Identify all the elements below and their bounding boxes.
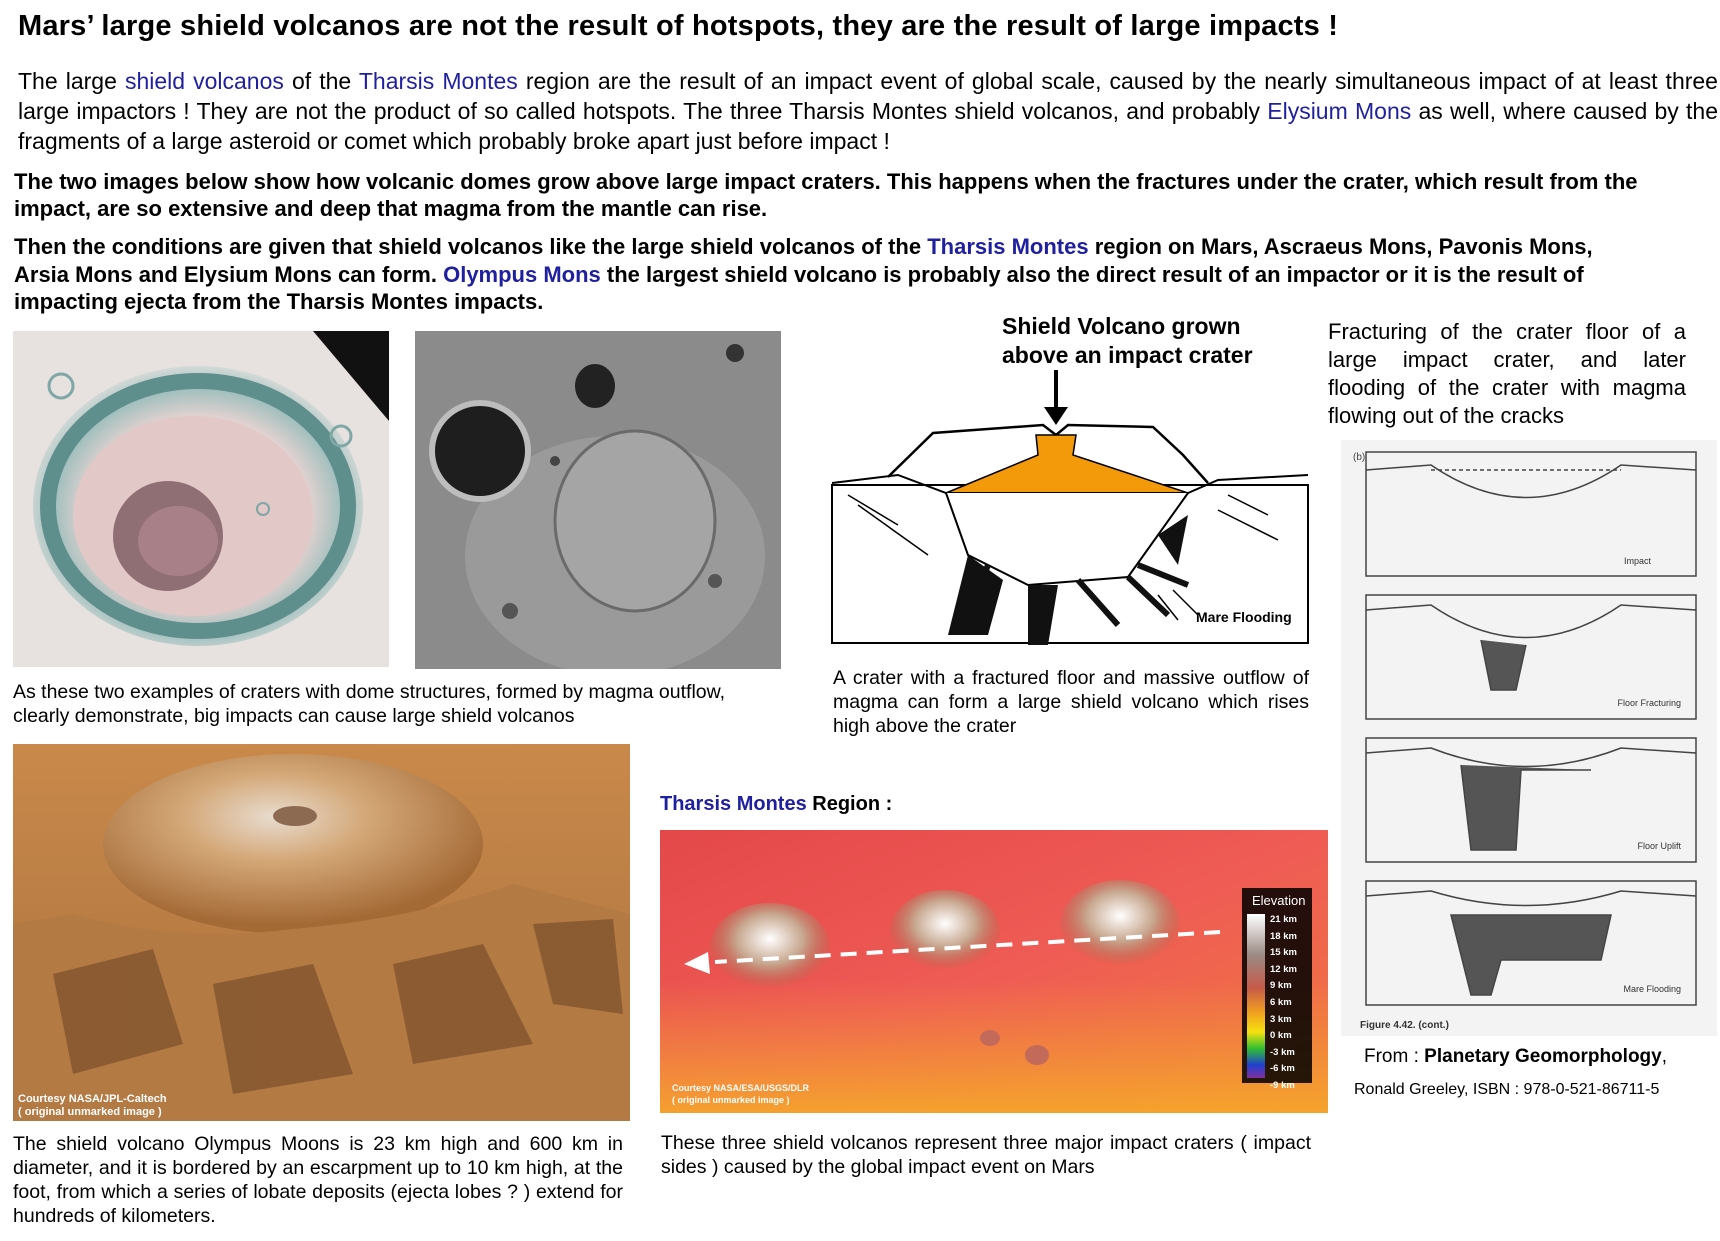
mare-flooding-label: Mare Flooding [1196,609,1292,625]
legend-tick: 12 km [1270,963,1297,975]
diagram-label-line1: Shield Volcano grown [1002,313,1241,339]
olympus-credit-2: ( original unmarked image ) [18,1106,162,1118]
fracturing-description: Fracturing of the crater floor of a large impact crater, and later flooding of the crater with magma flowing out of the cracks [1328,319,1686,428]
stage-label-mare-flooding: Mare Flooding [1623,984,1681,994]
tharsis-credit-2: ( original unmarked image ) [672,1095,790,1105]
bold-text: region on Mars, Ascraeus Mons, Pavonis Mons, Arsia Mons and Elysium Mons can form. [14,234,1593,287]
legend-tick: 3 km [1270,1013,1292,1025]
tharsis-elevation-map [660,830,1328,1113]
legend-tick: 9 km [1270,980,1292,992]
olympus-mons-illustration [13,744,630,1121]
intro-text: of the [283,68,359,94]
shield-volcanos-link[interactable]: shield volcanos [124,68,284,94]
tharsis-credit-1: Courtesy NASA/ESA/USGS/DLR [672,1083,810,1093]
tharsis-map-illustration [660,830,1328,1113]
legend-tick: 18 km [1270,930,1297,942]
tharsis-montes-link[interactable]: Tharsis Montes [927,234,1089,259]
crater-stages-illustration [1341,440,1717,1036]
mars-crater-image [13,331,389,667]
bold-text: Then the conditions are given that shield volcanos like the large shield volcanos of the [14,234,928,259]
crater-caption: As these two examples of craters with dome structures, formed by magma outflow, clearly demonstrate, big impacts can cause large shield volcanos [13,681,726,727]
olympus-mons-image [13,744,630,1121]
legend-tick: 0 km [1270,1030,1292,1042]
tharsis-montes-link[interactable]: Tharsis Montes [660,793,807,815]
bold-text: the largest shield volcano is probably also the direct result of an impactor or it is the result of impacting ejecta from the Tharsis Montes impacts. [14,261,1584,314]
stage-label-floor-fracturing: Floor Fracturing [1617,698,1681,708]
intro-text: The large [18,68,125,94]
legend-tick: -6 km [1270,1063,1295,1075]
source-line [1364,1046,1667,1068]
olympus-mons-link[interactable]: Olympus Mons [443,261,601,287]
page-title: Mars’ large shield volcanos are not the result of hotspots, they are the result of large impacts ! [18,10,1339,42]
source-suffix: , [1661,1046,1667,1067]
legend-tick: -3 km [1270,1046,1295,1058]
stage-label-impact: Impact [1623,556,1651,566]
author-isbn: Ronald Greeley, ISBN : 978-0-521-86711-5 [1354,1081,1660,1098]
legend-tick: 21 km [1270,914,1297,925]
source-prefix: From : [1364,1046,1425,1067]
bold-paragraph-1: The two images below show how volcanic domes grow above large impact craters. This happens when the fractures under the crater, which result from the impact, are so extensive and deep that magma from the mantle can rise. [14,169,1638,221]
elevation-legend-title: Elevation [1252,893,1306,908]
intro-paragraph [18,66,1718,156]
olympus-credit-1: Courtesy NASA/JPL-Caltech [18,1093,167,1105]
panel-tag: (b) [1353,452,1366,463]
diagram-label-line2: above an impact crater [1002,342,1253,368]
elevation-legend-ticks [1270,912,1297,1095]
stage-label-floor-uplift: Floor Uplift [1637,841,1681,851]
shield-volcano-label [1002,312,1292,370]
book-title: Planetary Geomorphology [1424,1046,1662,1067]
grayscale-crater-image [415,331,781,669]
intro-text: as well, where caused by the fragments of a large asteroid or comet which probably broke apart just before impact ! [18,98,1718,154]
tharsis-region-title [660,793,892,816]
legend-tick: 6 km [1270,996,1292,1008]
crater-stages-figure [1341,440,1717,1036]
legend-tick: -9 km [1270,1079,1295,1091]
elysium-mons-link[interactable]: Elysium Mons [1267,98,1412,124]
figure-label: Figure 4.42. (cont.) [1360,1020,1449,1031]
tharsis-caption: These three shield volcanos represent three major impact craters ( impact sides ) caused by the global impact event on Mars [661,1132,1311,1178]
tharsis-montes-link[interactable]: Tharsis Montes [358,68,518,94]
shield-volcano-diagram [828,365,1312,647]
intro-text: region are the result of an impact event of global scale, caused by the nearly simultaneous impact of at least three large impactors ! They are not the product of so called hotspots. The three Tharsis Montes shield volcanos, and probably [18,68,1718,124]
olympus-caption: The shield volcano Olympus Moons is 23 km high and 600 km in diameter, and it is bordered by an escarpment up to 10 km high, at the foot, from which a series of lobate deposits (ejecta lobes ? ) extend for hundreds of kilometers. [13,1133,623,1227]
region-label: Region : [806,793,893,815]
grayscale-crater-illustration [415,331,781,669]
diagram-caption: A crater with a fractured floor and massive outflow of magma can form a large shield volcano which rises high above the crater [833,667,1309,737]
bold-paragraph-2 [14,233,1634,316]
mars-crater-illustration [13,331,389,667]
legend-tick: 15 km [1270,947,1297,959]
